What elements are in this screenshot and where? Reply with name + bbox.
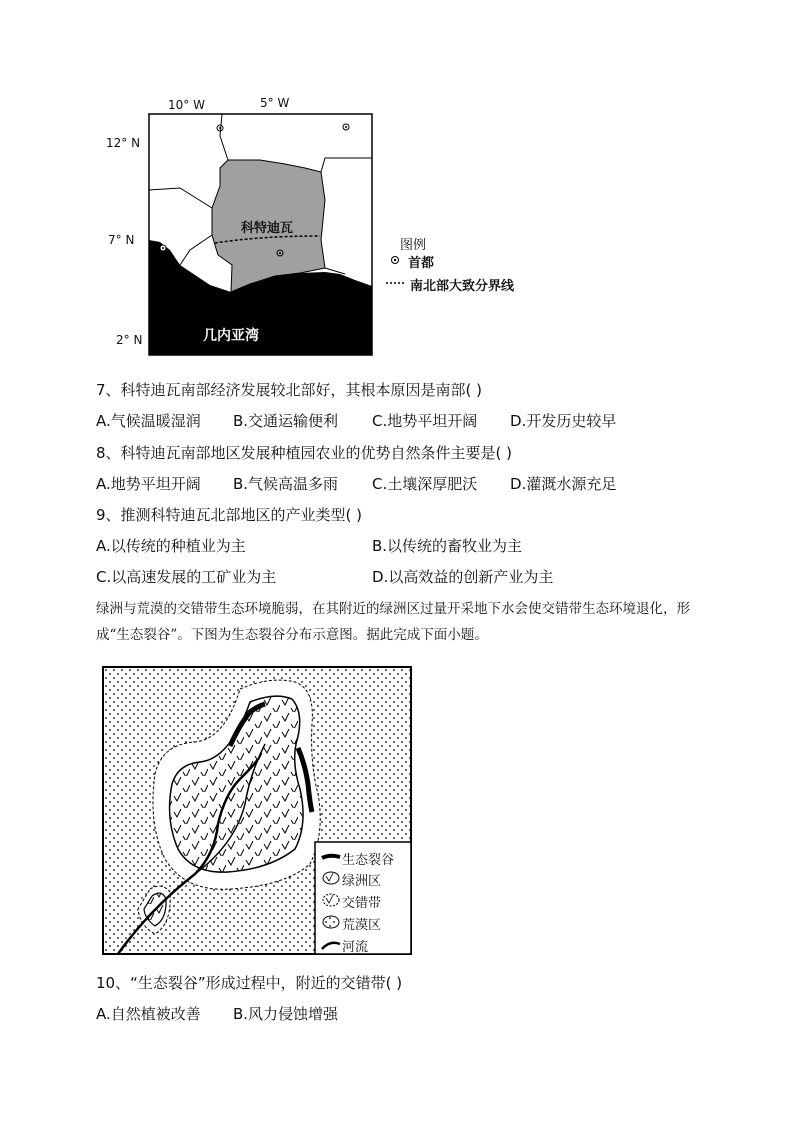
gulf-label: 几内亚湾 [203, 328, 259, 344]
question-8-option-c: C.土壤深厚肥沃 [372, 475, 478, 493]
legend-boundary-label: 南北部大致分界线 [410, 279, 515, 294]
question-8-option-b: B.气候高温多雨 [233, 475, 339, 493]
legend-transition-label: 交错带 [342, 896, 382, 911]
country-label: 科特迪瓦 [241, 221, 294, 236]
question-7-option-d: D.开发历史较早 [510, 412, 617, 430]
map-ivory-coast [100, 90, 540, 360]
question-9-stem: 9、推测科特迪瓦北部地区的产业类型( ) [96, 506, 363, 524]
lat-label-7n: 7° N [108, 233, 135, 247]
question-7-option-b: B.交通运输便利 [233, 412, 339, 430]
legend-desert-label: 荒漠区 [342, 918, 382, 933]
passage-intro: 绿洲与荒漠的交错带生态环境脆弱，在其附近的绿洲区过量开采地下水会使交错带生态环境退化，形成“生态裂谷”。下图为生态裂谷分布示意图。据此完成下面小题。 [96, 601, 690, 643]
question-10-stem: 10、“生态裂谷”形成过程中，附近的交错带( ) [96, 974, 403, 992]
question-8-stem: 8、科特迪瓦南部地区发展种植园农业的优势自然条件主要是( ) [96, 444, 513, 462]
question-10-option-a: A.自然植被改善 [96, 1005, 201, 1023]
question-9-option-d: D.以高效益的创新产业为主 [372, 568, 554, 586]
legend-rift-icon [322, 856, 340, 858]
legend-transition-icon [323, 894, 339, 906]
lat-label-12n: 12° N [106, 136, 141, 150]
map-ivory-coast-svg [100, 90, 540, 360]
lat-label-2n: 2° N [116, 333, 143, 347]
legend-desert-icon [323, 916, 339, 928]
question-8-option-d: D.灌溉水源充足 [510, 475, 617, 493]
lon-label-5w: 5° W [260, 96, 290, 110]
question-7-option-c: C.地势平坦开阔 [372, 412, 478, 430]
question-7-stem: 7、科特迪瓦南部经济发展较北部好，其根本原因是南部( ) [96, 381, 483, 399]
legend-title: 图例 [400, 238, 427, 253]
question-8-option-a: A.地势平坦开阔 [96, 475, 201, 493]
question-10-option-b: B.风力侵蚀增强 [233, 1005, 339, 1023]
map-ecological-rift [100, 664, 416, 958]
legend-oasis-icon [323, 872, 339, 884]
legend-oasis-label: 绿洲区 [342, 874, 382, 889]
legend-rift-label: 生态裂谷 [342, 853, 395, 868]
question-9-option-c: C.以高速发展的工矿业为主 [96, 568, 277, 586]
capital-marker [160, 245, 166, 251]
question-9-option-b: B.以传统的畜牧业为主 [372, 537, 523, 555]
lon-label-10w: 10° W [168, 98, 205, 112]
question-7-option-a: A.气候温暖湿润 [96, 412, 201, 430]
question-9-option-a: A.以传统的种植业为主 [96, 537, 246, 555]
legend-capital-label: 首都 [408, 256, 435, 271]
legend-river-label: 河流 [342, 940, 369, 955]
legend-capital-icon [392, 257, 399, 264]
